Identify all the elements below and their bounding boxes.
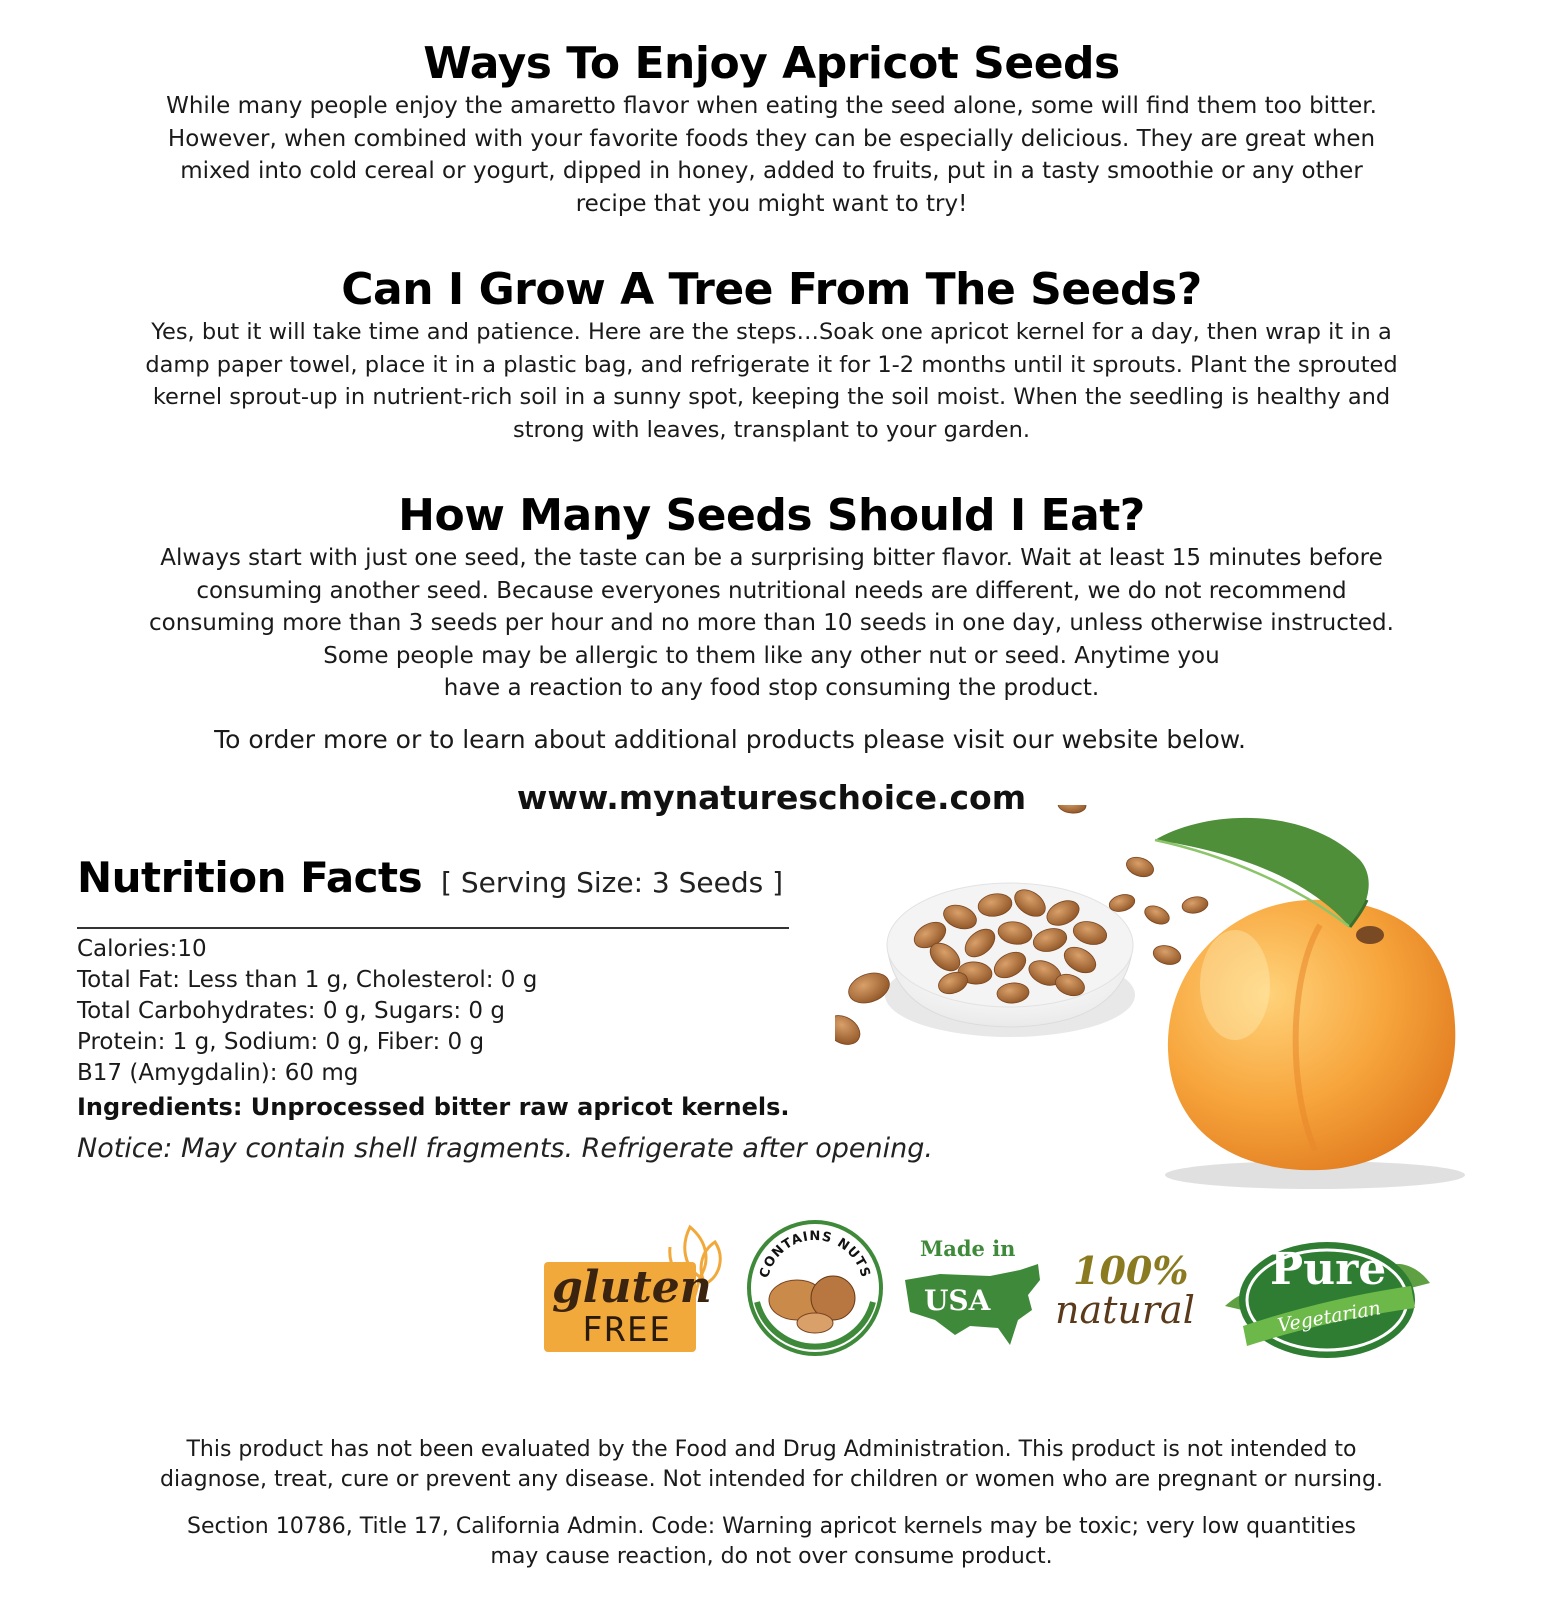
vegetarian-text: Vegetarian <box>1275 1297 1383 1337</box>
paragraph-line: damp paper towel, place it in a plastic bag, and refrigerate it for 1-2 months until it sprouts. Plant the sprouted <box>145 351 1398 378</box>
free-word: FREE <box>582 1310 672 1350</box>
pure-vegetarian-badge <box>1215 1228 1440 1368</box>
website-link[interactable]: www.mynatureschoice.com <box>516 778 1027 817</box>
apricot-kernels-image <box>835 805 1495 1200</box>
disclaimer-line: may cause reaction, do not over consume product. <box>490 1544 1053 1569</box>
ingredients: Ingredients: Unprocessed bitter raw apricot kernels. <box>77 1093 790 1121</box>
made-in-text: Made in <box>920 1236 1016 1261</box>
made-in-usa-badge <box>900 1236 1045 1350</box>
natural-text: natural <box>1055 1288 1195 1332</box>
disclaimer-line: Section 10786, Title 17, California Admin. Code: Warning apricot kernels may be toxic; very low quantities <box>187 1514 1356 1539</box>
fda-disclaimer <box>0 1435 1543 1495</box>
nutrition-carbs: Total Carbohydrates: 0 g, Sugars: 0 g <box>77 998 505 1024</box>
natural-badge <box>1055 1248 1205 1348</box>
paragraph-line: kernel sprout-up in nutrient-rich soil in a sunny spot, keeping the soil moist. When the seedling is healthy and <box>152 384 1391 410</box>
paragraph-line: strong with leaves, transplant to your garden. <box>512 416 1031 443</box>
disclaimer-line: This product has not been evaluated by the Food and Drug Administration. This product is not intended to <box>186 1437 1357 1462</box>
heading-grow-a-tree: Can I Grow A Tree From The Seeds? <box>341 264 1202 315</box>
heading-ways-to-enjoy: Ways To Enjoy Apricot Seeds <box>423 38 1120 89</box>
gluten-word: gluten <box>552 1262 712 1313</box>
paragraph-line: Some people may be allergic to them like any other nut or seed. Anytime you <box>323 642 1220 669</box>
paragraph-line: However, when combined with your favorite foods they can be especially delicious. They are great when <box>167 125 1376 152</box>
nutrition-divider <box>77 927 789 929</box>
nutrition-facts-title: Nutrition Facts <box>77 853 423 902</box>
nutrition-fat: Total Fat: Less than 1 g, Cholesterol: 0 g <box>77 967 538 993</box>
gluten-free-badge <box>540 1222 730 1357</box>
hundred-percent-text: 100% <box>1073 1248 1189 1293</box>
paragraph-line: consuming more than 3 seeds per hour and no more than 10 seeds in one day, unless otherwise instructed. <box>149 610 1394 636</box>
notice: Notice: May contain shell fragments. Refrigerate after opening. <box>77 1133 933 1164</box>
pure-text: Pure <box>1270 1244 1387 1295</box>
paragraph-line: While many people enjoy the amaretto flavor when eating the seed alone, some will find them too bitter. <box>166 93 1377 119</box>
nutrition-protein: Protein: 1 g, Sodium: 0 g, Fiber: 0 g <box>77 1029 485 1055</box>
order-text: To order more or to learn about additional products please visit our website below. <box>214 725 1246 754</box>
paragraph-line: Always start with just one seed, the taste can be a surprising bitter flavor. Wait at least 15 minutes before <box>160 545 1383 571</box>
contains-nuts-badge <box>745 1218 885 1358</box>
nuts-icon <box>745 1218 885 1358</box>
paragraph-how-many-seeds <box>0 542 1543 705</box>
paragraph-line: have a reaction to any food stop consuming the product. <box>443 675 1100 701</box>
paragraph-line: recipe that you might want to try! <box>575 190 968 217</box>
nutrition-b17: B17 (Amygdalin): 60 mg <box>77 1060 359 1086</box>
serving-size: [ Serving Size: 3 Seeds ] <box>441 866 784 899</box>
heading-how-many-seeds: How Many Seeds Should I Eat? <box>398 490 1145 541</box>
disclaimer-line: diagnose, treat, cure or prevent any disease. Not intended for children or women who are pregnant or nursing. <box>160 1467 1383 1492</box>
paragraph-line: consuming another seed. Because everyones nutritional needs are different, we do not recommend <box>196 577 1347 604</box>
usa-text: USA <box>924 1284 991 1317</box>
nutrition-calories: Calories:10 <box>77 936 207 962</box>
paragraph-line: Yes, but it will take time and patience. Here are the steps…Soak one apricot kernel for a day, then wrap it in a <box>151 319 1392 345</box>
contains-nuts-text: CONTAINS NUTS <box>757 1228 873 1280</box>
paragraph-ways-to-enjoy <box>0 90 1543 220</box>
paragraph-line: mixed into cold cereal or yogurt, dipped in honey, added to fruits, put in a tasty smoothie or any other <box>180 158 1363 184</box>
paragraph-grow-a-tree <box>0 316 1543 446</box>
california-warning <box>0 1512 1543 1572</box>
